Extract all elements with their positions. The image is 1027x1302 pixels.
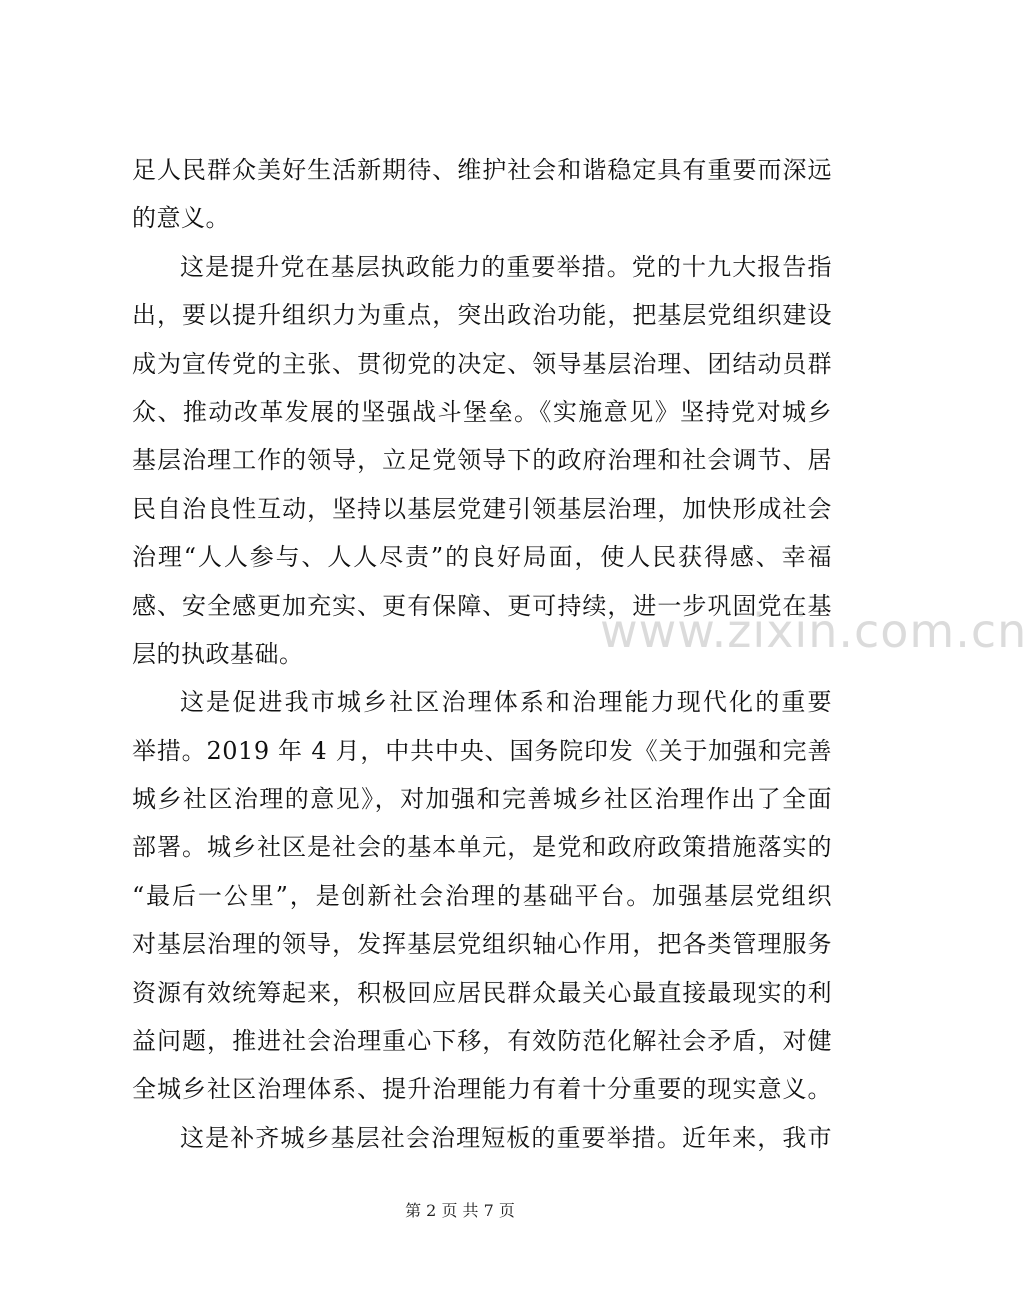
text-line: 成为宣传党的主张、贯彻党的决定、领导基层治理、团结动员群 (132, 349, 832, 378)
text-line: 全城乡社区治理体系、提升治理能力有着十分重要的现实意义。 (132, 1075, 832, 1104)
text-line: 的意义。 (132, 204, 230, 233)
text-line: “最后一公里”，是创新社会治理的基础平台。加强基层党组织 (132, 881, 832, 910)
watermark: www.zixin.com.cn (600, 604, 1027, 658)
text-line: 基层治理工作的领导，立足党领导下的政府治理和社会调节、居 (132, 446, 832, 475)
text-line: 感、安全感更加充实、更有保障、更可持续，进一步巩固党在基 (132, 591, 832, 620)
page-footer: 第 2 页 共 7 页 (405, 1201, 515, 1220)
text-line: 层的执政基础。 (132, 639, 304, 668)
text-line: 众、推动改革发展的坚强战斗堡垒。《实施意见》坚持党对城乡 (132, 397, 832, 426)
text-line: 部署。城乡社区是社会的基本单元，是党和政府政策措施落实的 (132, 833, 832, 862)
text-line: 这是补齐城乡基层社会治理短板的重要举措。近年来，我市 (180, 1123, 832, 1152)
text-line: 资源有效统筹起来，积极回应居民群众最关心最直接最现实的利 (132, 978, 832, 1007)
text-line: 这是提升党在基层执政能力的重要举措。党的十九大报告指 (180, 252, 832, 281)
text-line: 对基层治理的领导，发挥基层党组织轴心作用，把各类管理服务 (132, 930, 832, 959)
text-line: 出，要以提升组织力为重点，突出政治功能，把基层党组织建设 (132, 301, 832, 330)
text-line: 足人民群众美好生活新期待、维护社会和谐稳定具有重要而深远 (132, 156, 832, 184)
text-line: 益问题，推进社会治理重心下移，有效防范化解社会矛盾，对健 (132, 1027, 832, 1056)
text-line: 城乡社区治理的意见》，对加强和完善城乡社区治理作出了全面 (132, 785, 832, 814)
text-line: 治理“人人参与、人人尽责”的良好局面，使人民获得感、幸福 (132, 543, 832, 572)
text-line: 民自治良性互动，坚持以基层党建引领基层治理，加快形成社会 (132, 494, 832, 523)
text-line: 这是促进我市城乡社区治理体系和治理能力现代化的重要 (180, 688, 832, 717)
text-line: 举措。2019 年 4 月，中共中央、国务院印发《关于加强和完善 (132, 736, 832, 765)
